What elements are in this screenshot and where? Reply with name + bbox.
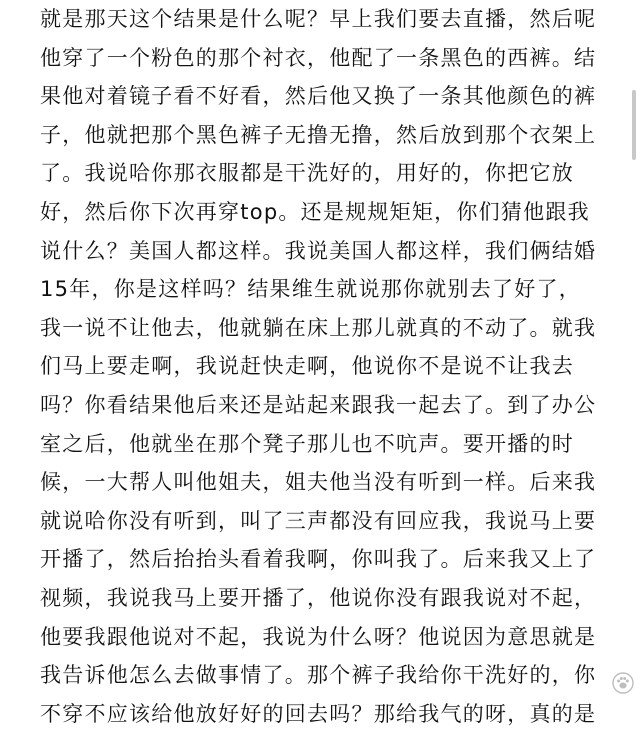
text-line: 就是那天这个结果是什么呢？早上我们要去直播，然后呢 xyxy=(40,7,597,31)
text-line: 他要我跟他说对不起，我说为什么呀？他说因为意思就是 xyxy=(40,624,597,649)
watermark xyxy=(612,672,634,694)
paw-logo-icon xyxy=(612,672,634,694)
text-line: 候，一大帮人叫他姐夫，姐夫他当没有听到一样。后来我 xyxy=(40,470,597,495)
text-line: 视频，我说我马上要开播了，他说你没有跟我说对不起， xyxy=(40,585,597,610)
text-line: 好，然后你下次再穿top。还是规规矩矩，你们猜他跟我 xyxy=(40,199,590,224)
article-body xyxy=(40,0,615,733)
text-line: 我一说不让他去，他就躺在床上那儿就真的不动了。就我 xyxy=(40,315,597,340)
text-line: 吗？你看结果他后来还是站起来跟我一起去了。到了办公 xyxy=(40,392,597,417)
text-line: 不穿不应该给他放好好的回去吗？那给我气的呀，真的是 xyxy=(40,701,597,726)
scrollbar-thumb[interactable] xyxy=(632,90,636,160)
text-line: 果他对着镜子看不好看，然后他又换了一条其他颜色的裤 xyxy=(40,84,597,109)
text-line: 说什么？美国人都这样。我说美国人都这样，我们俩结婚 xyxy=(40,238,597,263)
text-line: 开播了，然后抬抬头看着我啊，你叫我了。后来我又上了 xyxy=(40,547,597,572)
text-line: 他穿了一个粉色的那个衬衣，他配了一条黑色的西裤。结 xyxy=(40,45,597,70)
text-line: 们马上要走啊，我说赶快走啊，他说你不是说不让我去 xyxy=(40,354,574,379)
text-line: 我告诉他怎么去做事情了。那个裤子我给你干洗好的，你 xyxy=(40,663,597,688)
text-line: 15年，你是这样吗？结果维生就说那你就别去了好了， xyxy=(40,277,581,302)
text-line: 室之后，他就坐在那个凳子那儿也不吭声。要开播的时 xyxy=(40,431,574,456)
text-line: 就说哈你没有听到，叫了三声都没有回应我，我说马上要 xyxy=(40,508,597,533)
text-line: 了。我说哈你那衣服都是干洗好的，用好的，你把它放 xyxy=(40,161,574,186)
text-line: 子，他就把那个黑色裤子无撸无撸，然后放到那个衣架上 xyxy=(40,122,597,147)
